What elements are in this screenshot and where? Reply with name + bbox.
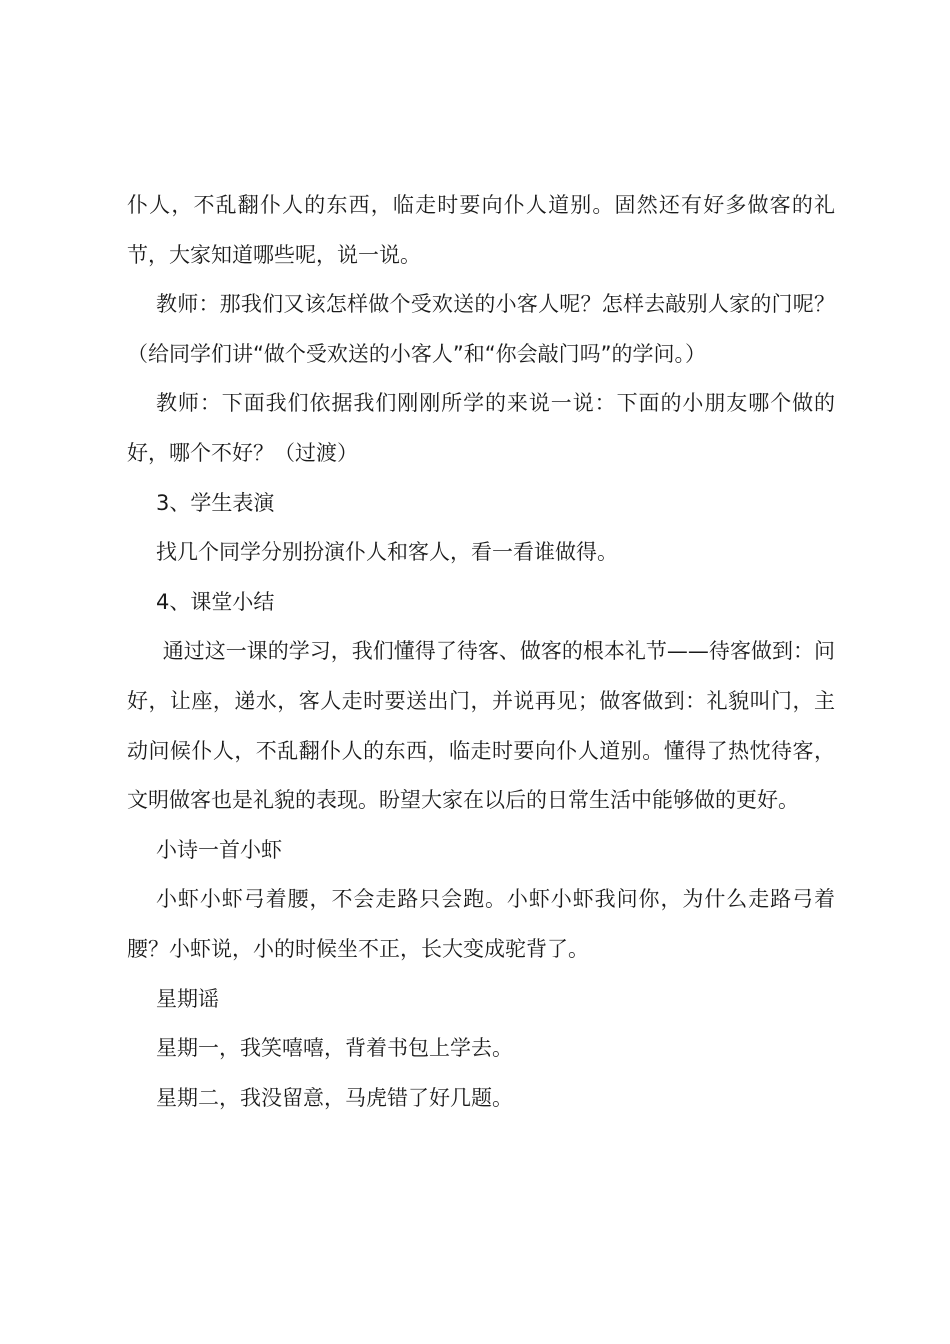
document-body [127, 181, 835, 1123]
paragraph-teacher-question: 教师：那我们又该怎样做个受欢送的小客人呢？怎样去敲别人家的门呢？（给同学们讲“做个受欢送的小客人”和“你会敲门吗”的学问。） [127, 292, 835, 366]
paragraph-teacher-discussion: 教师：下面我们依据我们刚刚所学的来说一说：下面的小朋友哪个做的好，哪个不好？（过渡） [127, 391, 835, 465]
poem-line-tuesday: 星期二，我没留意，马虎错了好几题。 [156, 1085, 513, 1110]
paragraph-summary: 通过这一课的学习，我们懂得了待客、做客的根本礼节——待客做到：问好，让座，递水，客人走时要送出门，并说再见；做客做到：礼貌叫门，主动问候仆人，不乱翻仆人的东西，临走时要向仆人道别。懂得了热忱待客，文明做客也是礼貌的表现。盼望大家在以后的日常生活中能够做的更好。 [127, 639, 835, 813]
section-heading-class-summary: 4、课堂小结 [156, 589, 275, 614]
poem-line-monday: 星期一，我笑嘻嘻，背着书包上学去。 [156, 1036, 513, 1061]
poem-title-shrimp: 小诗一首小虾 [156, 837, 282, 862]
poem-body-shrimp: 小虾小虾弓着腰，不会走路只会跑。小虾小虾我问你，为什么走路弓着腰？小虾说，小的时候坐不正，长大变成驼背了。 [127, 887, 835, 961]
section-heading-student-performance: 3、学生表演 [156, 490, 275, 515]
paragraph-guest-etiquette-end: 仆人，不乱翻仆人的东西，临走时要向仆人道别。固然还有好多做客的礼节，大家知道哪些呢，说一说。 [127, 193, 835, 267]
poem-title-week: 星期谣 [156, 986, 219, 1011]
paragraph-role-play: 找几个同学分别扮演仆人和客人，看一看谁做得。 [156, 540, 618, 565]
